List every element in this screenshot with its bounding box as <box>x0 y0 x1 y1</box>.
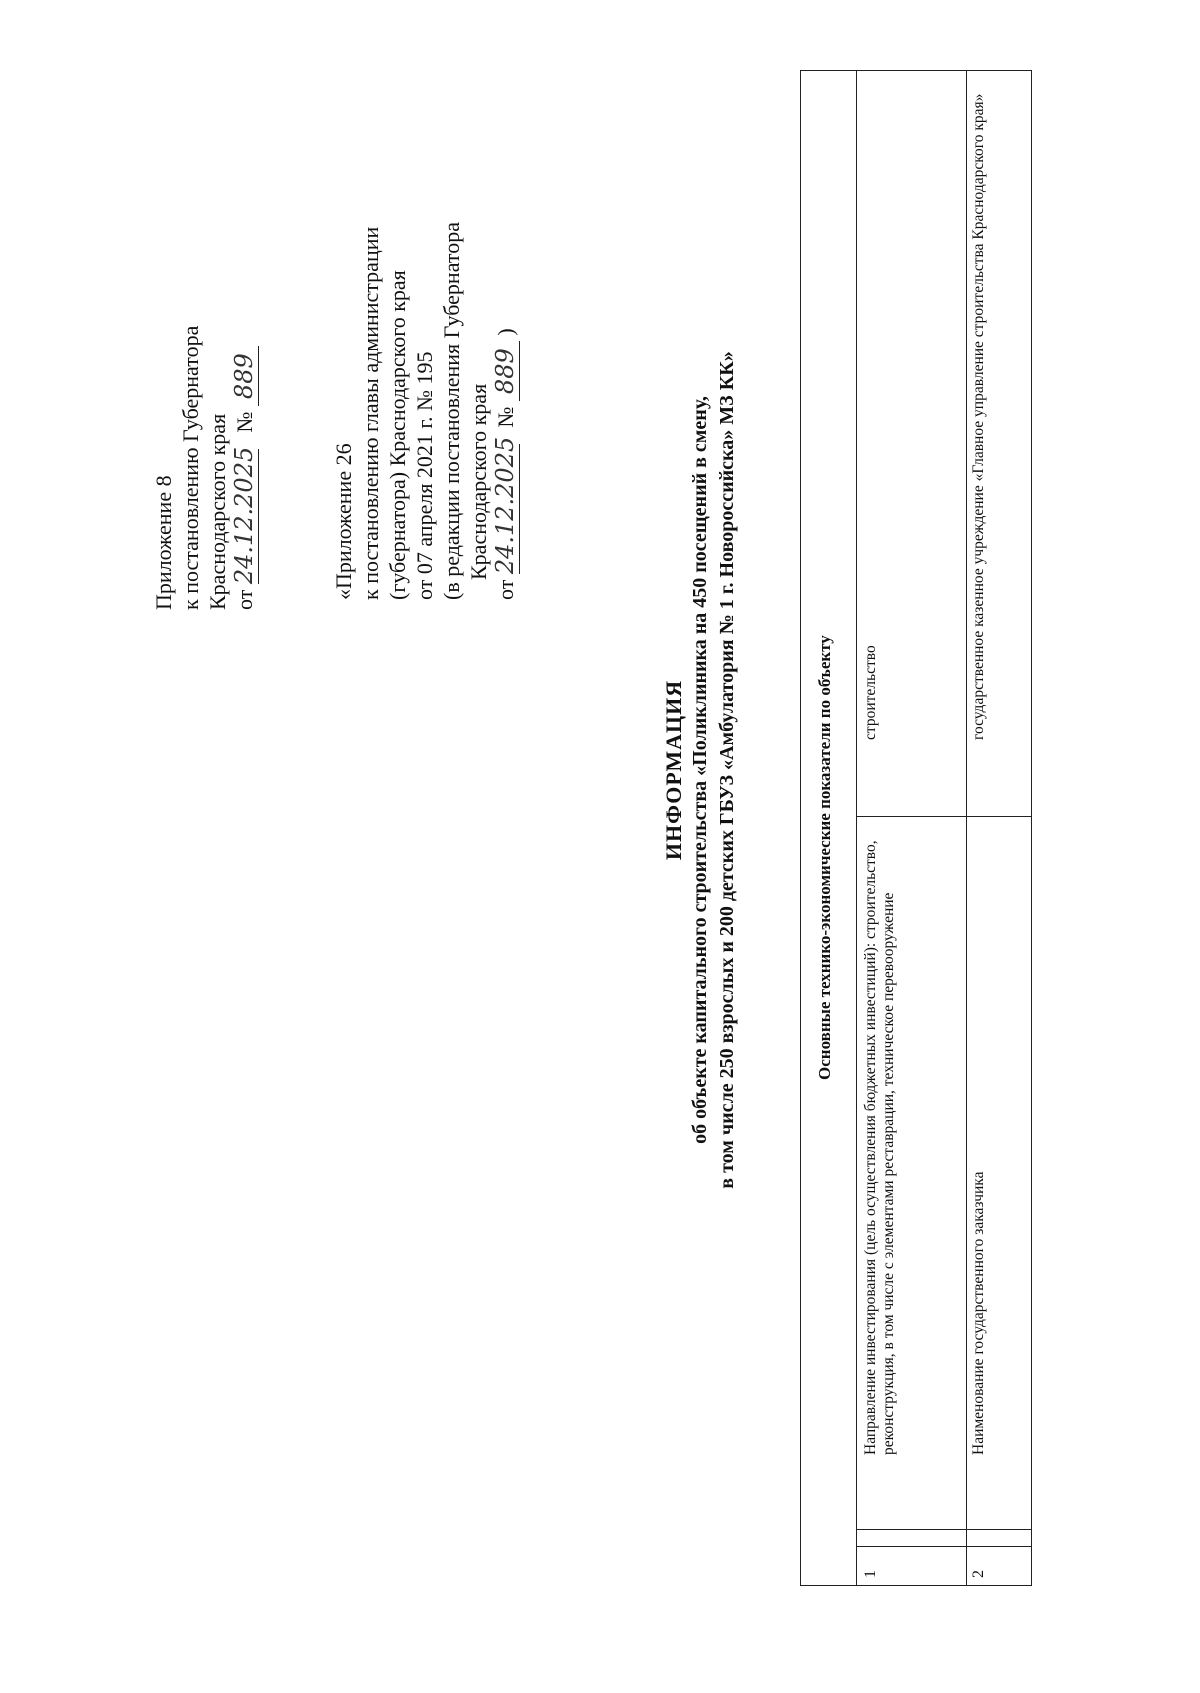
table-divider <box>856 71 857 1585</box>
appendix-26-line6: Краснодарского края <box>466 383 491 580</box>
title-line-2: об объекте капитального строительства «Поликлиника на 450 посещений в смену, <box>689 396 711 1144</box>
table-divider <box>856 1529 1031 1530</box>
title-heading: ИНФОРМАЦИЯ <box>661 679 686 861</box>
table-divider <box>966 71 967 1585</box>
row-label: Наименование государственного заказчика <box>970 1171 987 1455</box>
date-prefix: от <box>493 579 518 600</box>
row-value: строительство <box>862 645 879 740</box>
appendix-8-title: Приложение 8 <box>151 475 176 610</box>
appendix-26-block <box>330 222 519 600</box>
signature-date: 24.12.2025 <box>491 436 519 575</box>
date-prefix: от <box>232 589 257 610</box>
signature-number: 889 <box>492 341 520 401</box>
appendix-8-line3: Краснодарского края <box>205 413 230 610</box>
appendix-26-line4: от 07 апреля 2021 г. № 195 <box>412 351 437 600</box>
appendix-8-block <box>150 326 258 610</box>
appendix-26-line2: к постановлению главы администрации <box>358 226 383 600</box>
appendix-8-date-line <box>231 326 258 610</box>
row-label: Направление инвестирования (цель осуществления бюджетных инвестиций): строительство, реконструкция, в том числе с элементами реставрации, техническое перевооружение <box>862 840 897 1455</box>
appendix-26-line3: (губернатора) Краснодарского края <box>385 270 410 600</box>
signature-date: 24.12.2025 <box>230 446 258 585</box>
document-title <box>660 180 741 1360</box>
closing-parenthesis: ) <box>493 328 518 336</box>
title-line-3: в том числе 250 взрослых и 200 детских ГБУЗ «Амбулатория № 1 г. Новороссийска» МЗ КК» <box>716 351 738 1189</box>
table-header: Основные технико-экономические показатели по объекту <box>815 635 834 1080</box>
signature-number: 889 <box>231 346 259 406</box>
number-prefix: № <box>232 411 257 433</box>
number-prefix: № <box>493 406 518 428</box>
appendix-26-date-line <box>492 222 519 600</box>
appendix-8-line2: к постановлению Губернатора <box>178 325 203 610</box>
appendix-26-line5: (в редакции постановления Губернатора <box>439 222 464 600</box>
row-number: 2 <box>970 1570 987 1578</box>
appendix-26-title: «Приложение 26 <box>331 443 356 600</box>
row-value: государственное казенное учреждение «Главное управление строительства Краснодарского края» <box>970 93 987 740</box>
row-number: 1 <box>862 1570 879 1578</box>
table-divider <box>856 1546 1031 1547</box>
